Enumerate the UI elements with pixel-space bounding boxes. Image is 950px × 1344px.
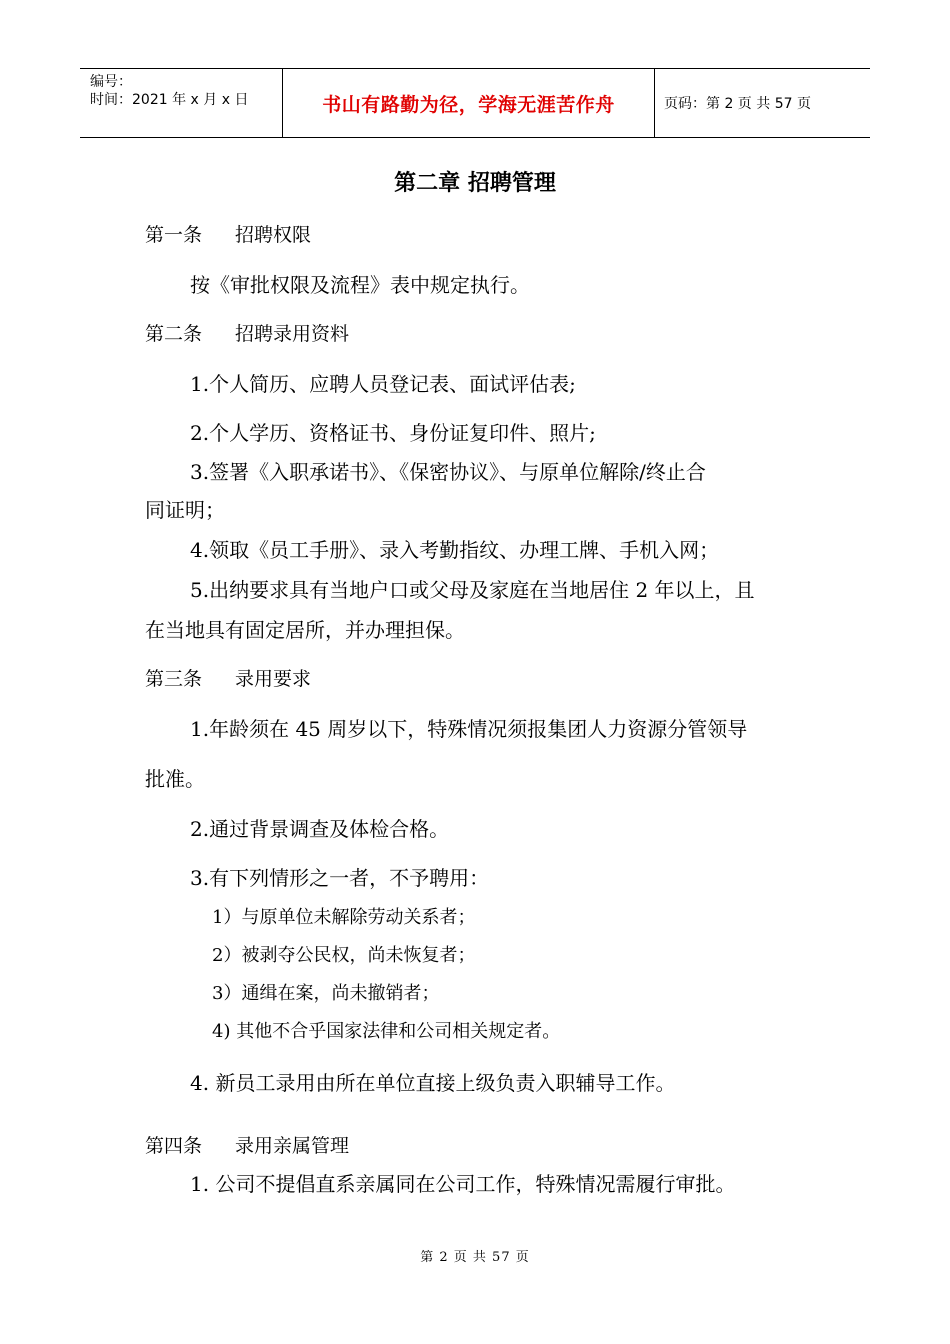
header-left (90, 73, 248, 109)
list-item: 1. 公司不提倡直系亲属同在公司工作，特殊情况需履行审批。 (190, 1172, 736, 1196)
header-page-info: 页码：第 2 页 共 57 页 (664, 96, 811, 112)
page-footer: 第 2 页 共 57 页 (420, 1250, 530, 1265)
list-item-continuation: 批准。 (145, 767, 205, 791)
sub-list-item: 1）与原单位未解除劳动关系者； (212, 907, 476, 928)
article-heading (145, 1134, 349, 1158)
list-item: 2.通过背景调查及体检合格。 (190, 817, 450, 841)
paragraph: 按《审批权限及流程》表中规定执行。 (190, 273, 530, 297)
article-heading (145, 322, 349, 346)
article-number: 第二条 (145, 323, 203, 345)
list-item-continuation: 同证明； (145, 498, 225, 522)
list-item: 4.领取《员工手册》、录入考勤指纹、办理工牌、手机入网； (190, 538, 720, 562)
article-number: 第一条 (145, 224, 203, 246)
list-item: 1.年龄须在 45 周岁以下，特殊情况须报集团人力资源分管领导 (190, 717, 748, 741)
sub-list-item: 3）通缉在案，尚未撤销者； (212, 983, 440, 1004)
article-number: 第三条 (145, 668, 203, 690)
list-item: 3.签署《入职承诺书》、《保密协议》、与原单位解除/终止合 (190, 460, 706, 484)
header-motto: 书山有路勤为径，学海无涯苦作舟 (322, 93, 615, 116)
sub-list-item: 2）被剥夺公民权，尚未恢复者； (212, 945, 476, 966)
article-title: 招聘录用资料 (235, 323, 350, 345)
sub-list-item: 4) 其他不合乎国家法律和公司相关规定者。 (212, 1021, 561, 1042)
article-title: 录用亲属管理 (235, 1135, 350, 1157)
time-label: 时间：2021 年 x 月 x 日 (90, 92, 249, 108)
list-item: 4. 新员工录用由所在单位直接上级负责入职辅导工作。 (190, 1071, 676, 1095)
list-item: 5.出纳要求具有当地户口或父母及家庭在当地居住 2 年以上，且 (190, 578, 755, 602)
number-label: 编号： (90, 74, 132, 90)
article-heading (145, 667, 311, 691)
chapter-title: 第二章 招聘管理 (394, 171, 556, 196)
list-item: 1.个人简历、应聘人员登记表、面试评估表; (190, 372, 576, 396)
article-number: 第四条 (145, 1135, 203, 1157)
list-item: 3.有下列情形之一者，不予聘用： (190, 866, 490, 890)
article-heading (145, 223, 311, 247)
article-title: 录用要求 (235, 668, 312, 690)
header-divider (654, 69, 655, 137)
list-item-continuation: 在当地具有固定居所，并办理担保。 (145, 618, 465, 642)
list-item: 2.个人学历、资格证书、身份证复印件、照片; (190, 421, 596, 445)
page-header (80, 68, 870, 138)
article-title: 招聘权限 (235, 224, 312, 246)
